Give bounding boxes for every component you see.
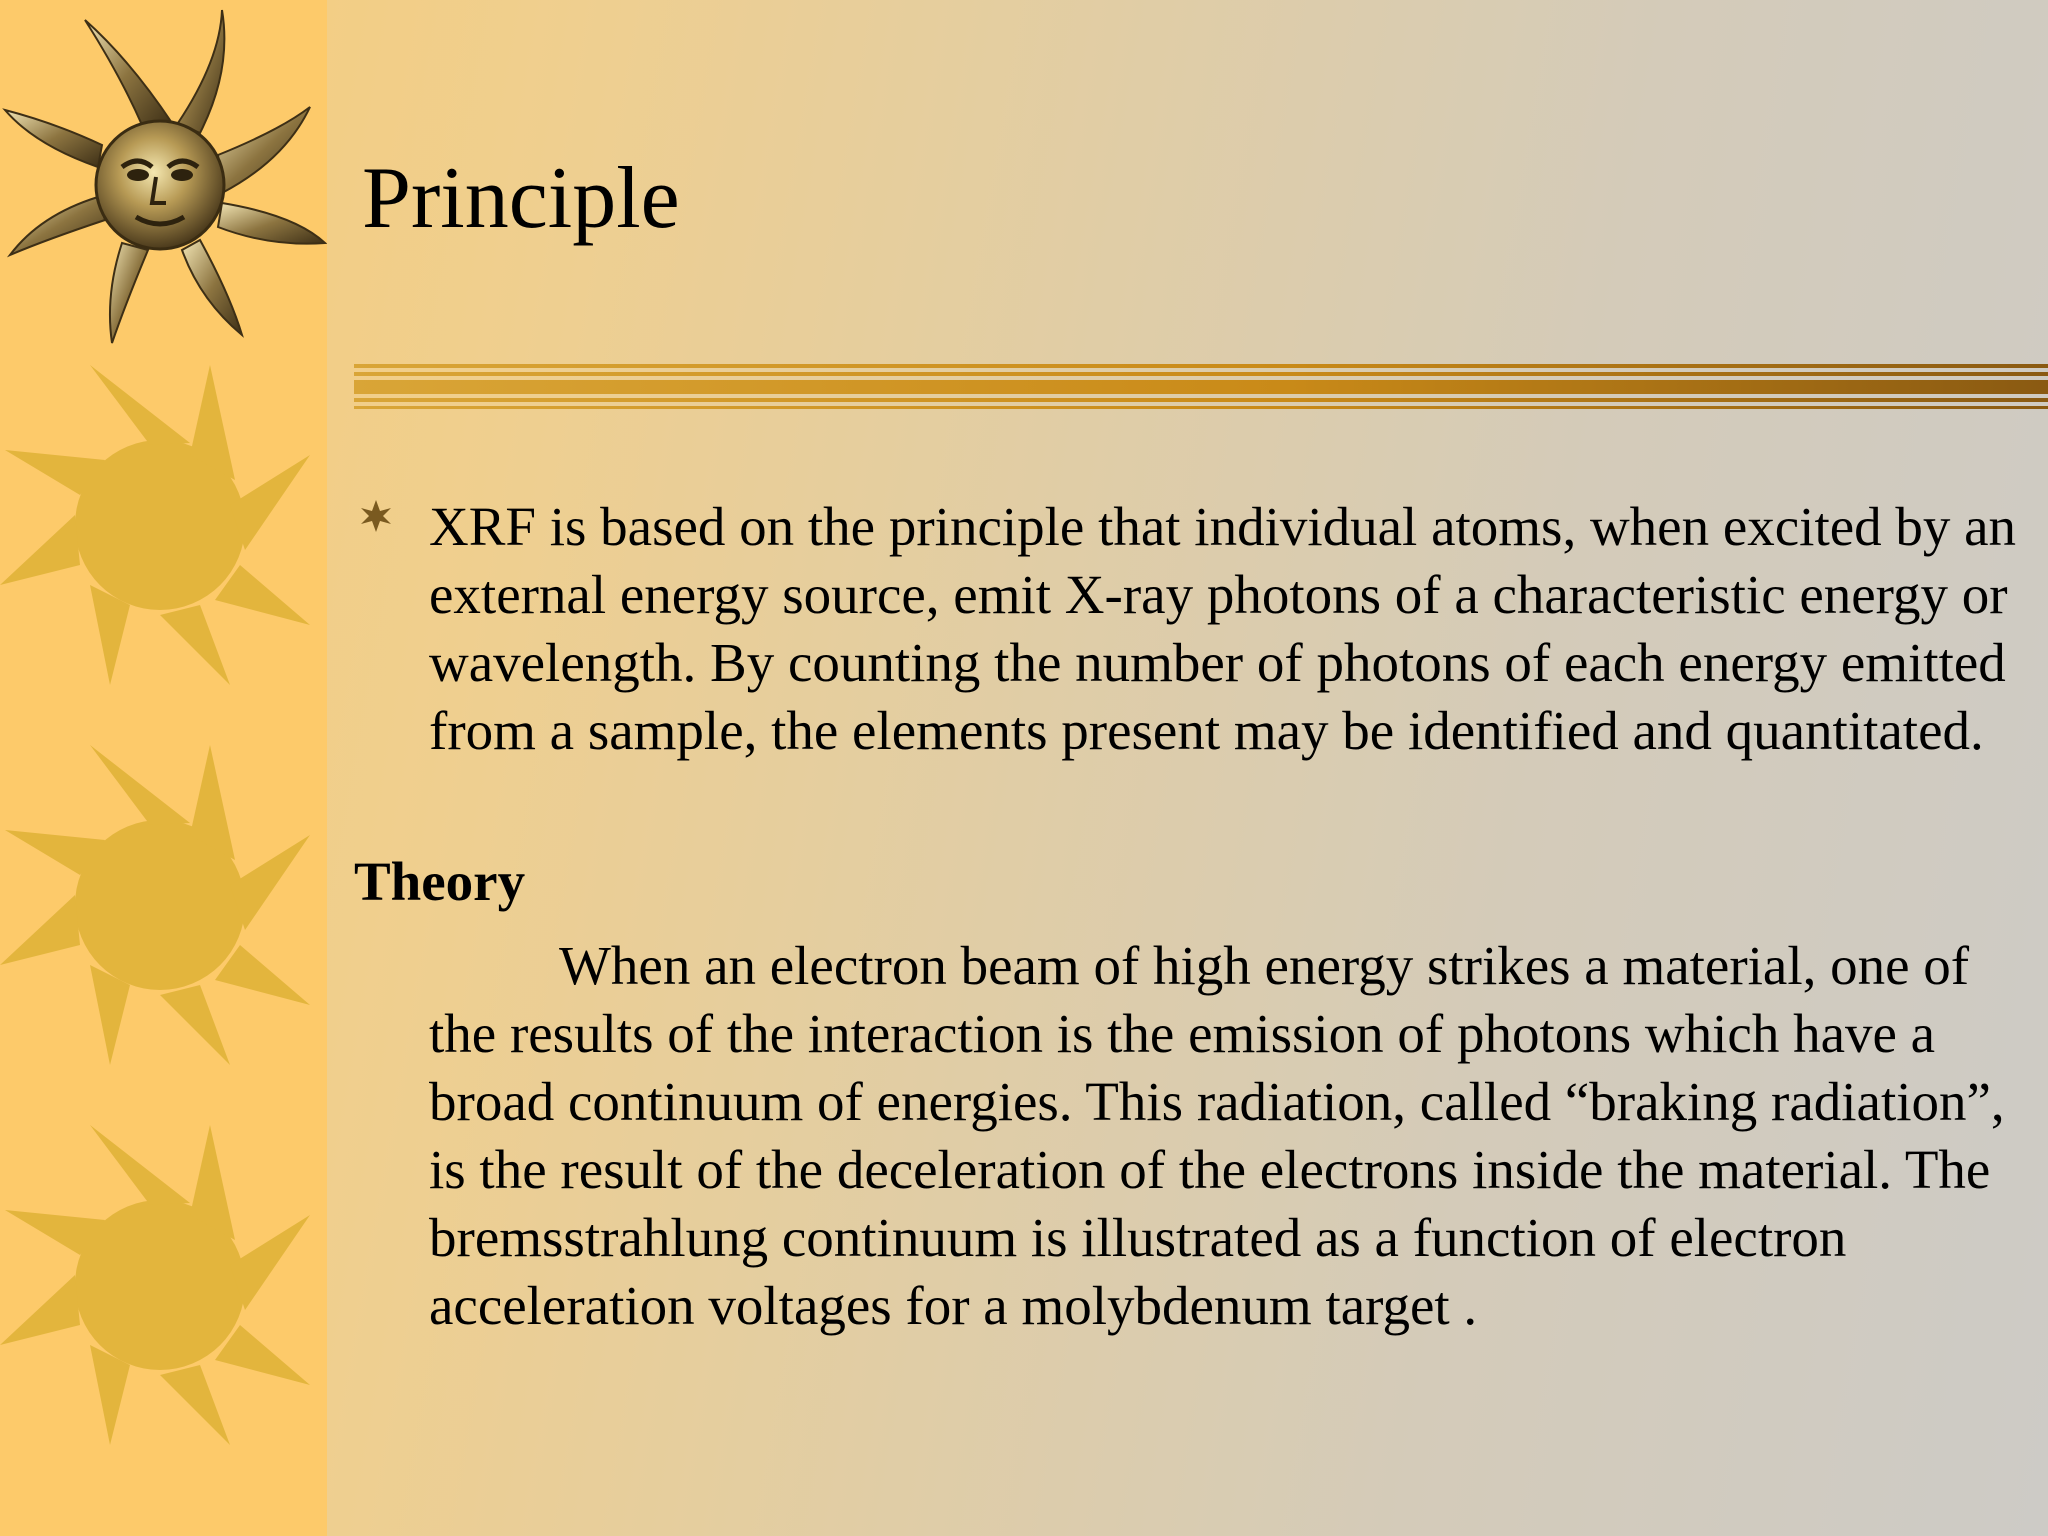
title-divider (354, 364, 2048, 410)
theory-paragraph: When an electron beam of high energy strikes a material, one of the results of the interaction is the emission of photons which have a broad continuum of energies. This radiation, called “braking radiation”, is the result of the deceleration of the electrons inside the material. The bremsstrahlung continuum is illustrated as a function of electron acceleration voltages for a molybdenum target . (429, 935, 2005, 1336)
decorative-sidebar (0, 0, 327, 1536)
sun-icon (0, 365, 310, 685)
sidebar-artwork (0, 0, 327, 1536)
section-heading: Theory (354, 851, 526, 912)
sun-icon (0, 1125, 310, 1445)
sun-icon (0, 745, 310, 1065)
bullet-paragraph: XRF is based on the principle that individual atoms, when excited by an external energy source, emit X-ray photons of a characteristic energy or wavelength. By counting the number of photons of each energy emitted from a sample, the elements present may be identified and quantitated. (429, 496, 2017, 761)
star-bullet-icon (358, 498, 394, 534)
slide-title: Principle (362, 150, 680, 247)
sun-face-icon (5, 10, 325, 343)
